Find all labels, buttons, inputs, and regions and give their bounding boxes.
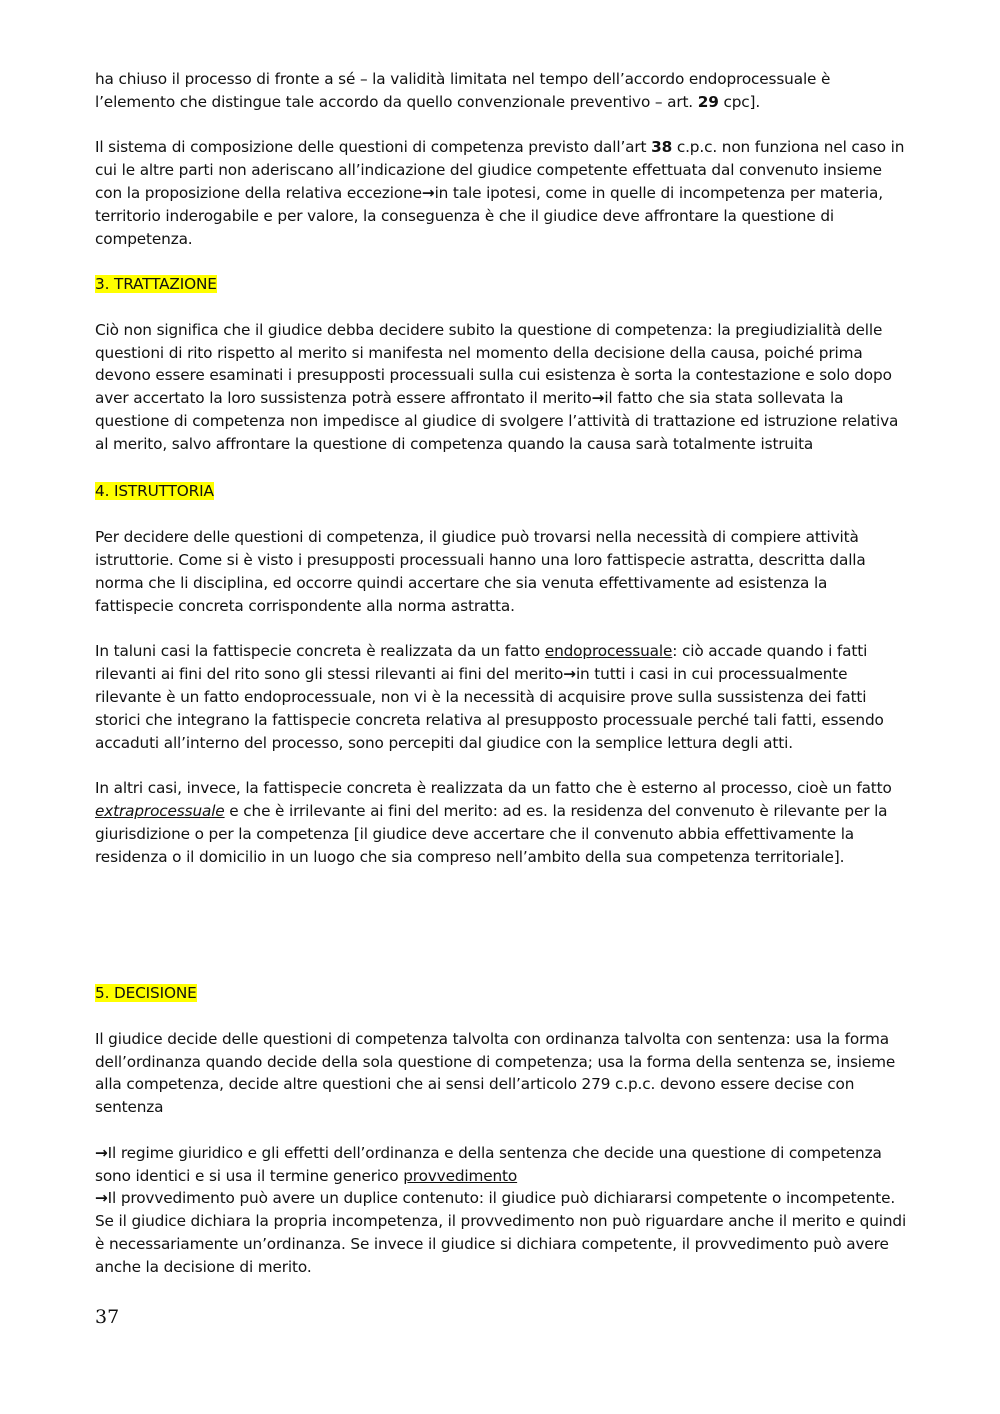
spacer	[95, 250, 907, 273]
article-number-38: 38	[651, 138, 673, 157]
paragraph-1	[95, 68, 907, 114]
paragraph-6	[95, 777, 907, 868]
spacer	[95, 1119, 907, 1142]
term-provvedimento: provvedimento	[403, 1166, 518, 1185]
paragraph-1-end: cpc].	[718, 92, 761, 111]
arrow-right-icon: →	[563, 665, 576, 684]
heading-4-label: 4. ISTRUTTORIA	[95, 481, 214, 500]
paragraph-9	[95, 1187, 907, 1278]
paragraph-6-text: In altri casi, invece, la fattispecie concreta è realizzata da un fatto che è esterno al processo, cioè un fatto	[95, 779, 892, 798]
paragraph-5-end: in tutti i casi in cui processualmente rilevante è un fatto endoprocessuale, non vi è la necessità di acquisire prove sulla sussistenza dei fatti storici che integrano la fattispecie concreta relativa al presupposto processuale perché tali fatti, essendo accaduti all’interno del processo, sono percepiti dal giudice con la semplice lettura degli atti.	[95, 665, 884, 752]
paragraph-3-end: il fatto che sia stata sollevata la questione di competenza non impedisce al giudice di svolgere l’attività di trattazione ed istruzione relativa al merito, salvo affrontare la questione di competenza quando la causa sarà totalmente istruita	[95, 389, 899, 453]
paragraph-5-middle: : ciò accade quando i fatti rilevanti ai fini del rito sono gli stessi rilevanti ai fini del merito	[95, 642, 868, 684]
spacer	[95, 114, 907, 137]
paragraph-5-text: In taluni casi la fattispecie concreta è realizzata da un fatto	[95, 642, 545, 661]
heading-5-label: 5. DECISIONE	[95, 984, 197, 1003]
paragraph-3-text: Ciò non significa che il giudice debba decidere subito la questione di competenza: la pregiudizialità delle questioni di rito rispetto al merito si manifesta nel momento della decisione della causa, poiché prima devono essere esaminati i presupposti processuali sulla cui esistenza è sorta la contestazione e solo dopo aver accertato la loro sussistenza potrà essere affrontato il merito	[95, 320, 892, 408]
paragraph-2-middle: c.p.c. non funziona nel caso in cui le altre parti non aderiscano all’indicazione del giudice competente effettuata dal convenuto insieme con la proposizione della relativa eccezione	[95, 138, 905, 202]
spacer	[95, 868, 907, 982]
spacer	[95, 456, 907, 480]
section-heading-decisione	[95, 982, 907, 1005]
arrow-right-icon: →	[95, 1189, 108, 1208]
arrow-right-icon: →	[591, 389, 605, 408]
arrow-right-icon: →	[95, 1143, 108, 1162]
paragraph-8	[95, 1142, 907, 1188]
paragraph-4: Per decidere delle questioni di competenza, il giudice può trovarsi nella necessità di compiere attività istruttorie. Come si è visto i presupposti processuali hanno una loro fattispecie astratta, descritta dalla norma che li disciplina, ed occorre quindi accertare che sia venuta effettivamente ad esistenza la fattispecie concreta corrispondente alla norma astratta.	[95, 528, 866, 615]
spacer	[95, 618, 907, 641]
arrow-right-icon: →	[421, 183, 435, 202]
heading-3-label: 3. TRATTAZIONE	[95, 275, 217, 294]
spacer	[95, 502, 907, 526]
paragraph-5	[95, 640, 907, 754]
term-endoprocessuale: endoprocessuale	[544, 642, 673, 661]
term-extraprocessuale: extraprocessuale	[95, 801, 225, 820]
paragraph-2-text: Il sistema di composizione delle questioni di competenza previsto dall’art	[95, 138, 652, 157]
section-heading-istruttoria	[95, 480, 907, 503]
paragraph-8-text: Il regime giuridico e gli effetti dell’ordinanza e della sentenza che decide una questione di competenza sono identici e si usa il termine generico	[95, 1143, 882, 1185]
spacer	[95, 754, 907, 777]
paragraph-2-end: in tale ipotesi, come in quelle di incompetenza per materia, territorio inderogabile e per valore, la conseguenza è che il giudice deve affrontare la questione di competenza.	[95, 183, 883, 248]
page-number: 37	[95, 1306, 120, 1328]
paragraph-9-text: Il provvedimento può avere un duplice contenuto: il giudice può dichiararsi competente o incompetente. Se il giudice dichiara la propria incompetenza, il provvedimento non può riguardare anche il merito e quindi è necessariamente un’ordinanza. Se invece il giudice si dichiara competente, il provvedimento può avere anche la decisione di merito.	[95, 1189, 907, 1276]
spacer	[95, 1005, 907, 1028]
spacer	[95, 296, 907, 319]
paragraph-6-end: e che è irrilevante ai fini del merito: ad es. la residenza del convenuto è rilevante per la giurisdizione o per la competenza [il giudice deve accertare che il convenuto abbia effettivamente la residenza o il domicilio in un luogo che sia compreso nell’ambito della sua competenza territoriale].	[95, 801, 888, 866]
paragraph-3	[95, 319, 907, 456]
paragraph-1-text: ha chiuso il processo di fronte a sé – la validità limitata nel tempo dell’accordo endoprocessuale è l’elemento che distingue tale accordo da quello convenzionale preventivo – art.	[95, 70, 831, 111]
paragraph-2	[95, 136, 907, 250]
article-number-29: 29	[697, 92, 719, 111]
section-heading-trattazione	[95, 273, 907, 296]
paragraph-7: Il giudice decide delle questioni di competenza talvolta con ordinanza talvolta con sentenza: usa la forma dell’ordinanza quando decide della sola questione di competenza; usa la forma della sentenza se, insieme alla competenza, decide altre questioni che ai sensi dell’articolo 279 c.p.c. devono essere decise con sentenza	[95, 1029, 896, 1117]
document-body	[95, 68, 907, 1279]
